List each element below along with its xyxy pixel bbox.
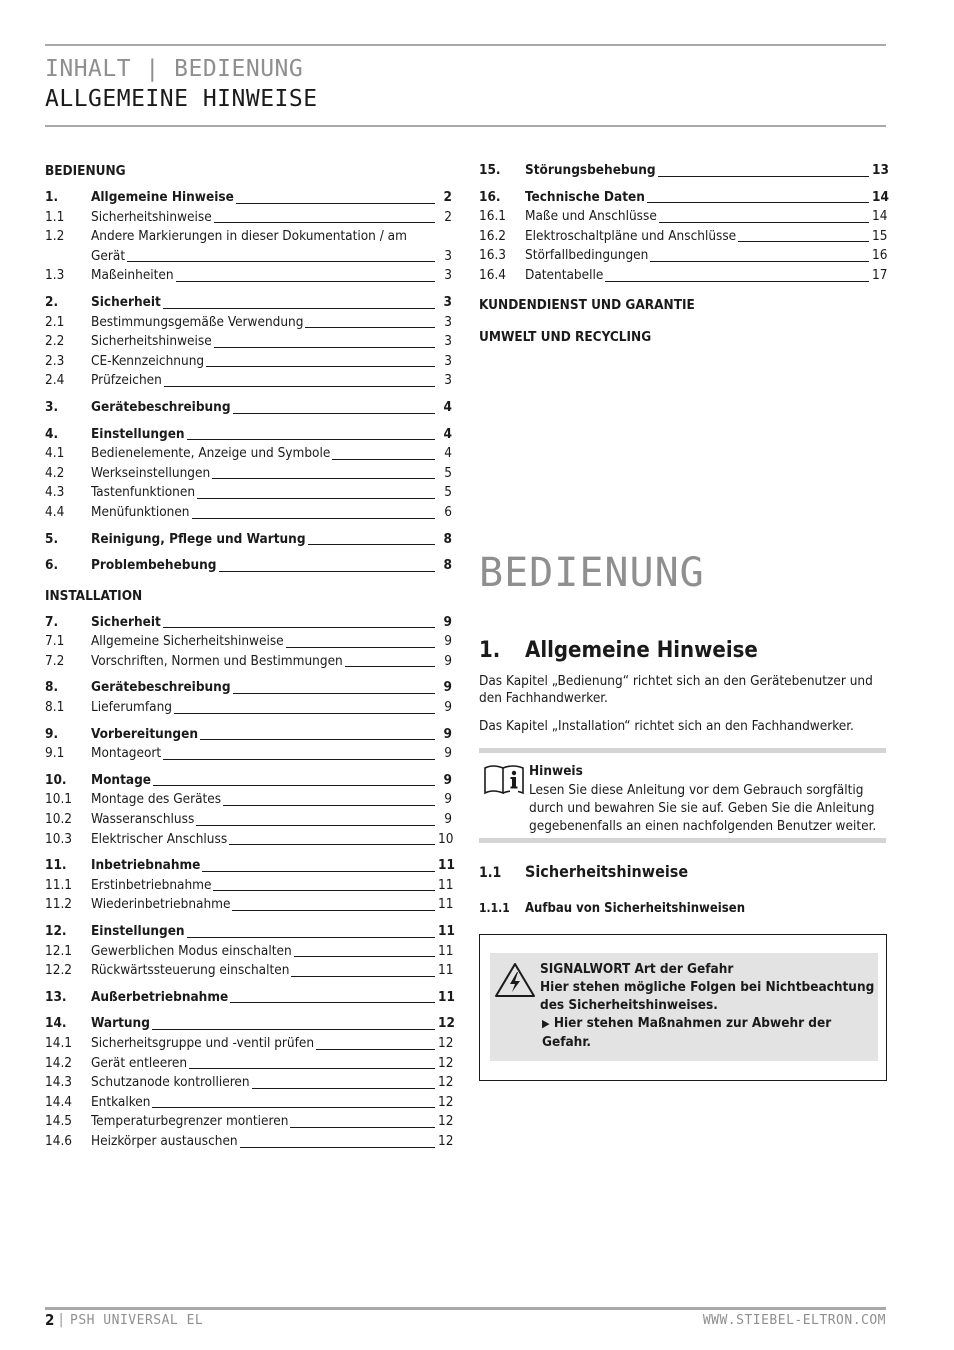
toc-entry[interactable]: 12.2 Rückwärtssteuerung einschalten 11 [45,962,454,979]
toc-entry[interactable]: 4.2 Werkseinstellungen 5 [45,464,452,481]
toc-entry[interactable]: 11. Inbetriebnahme 11 [45,857,455,874]
toc-entry[interactable]: 1. Allgemeine Hinweise 2 [45,189,452,205]
arrow-icon: ▶ [542,1017,550,1030]
toc-entry[interactable]: 2.4 Prüfzeichen 3 [45,372,452,389]
toc-entry[interactable]: 10. Montage 9 [45,771,452,788]
toc-entry[interactable]: 14.1 Sicherheitsgruppe und -ventil prüfen 12 [45,1034,454,1051]
toc-entry[interactable]: 2.2 Sicherheitshinweise 3 [45,333,452,350]
toc-entry[interactable]: 11.1 Erstinbetriebnahme 11 [45,876,454,893]
toc-entry[interactable]: 12. Einstellungen 11 [45,923,455,939]
toc-entry[interactable]: 14.5 Temperaturbegrenzer montieren 12 [45,1113,454,1130]
toc-entry[interactable]: 2. Sicherheit 3 [45,293,452,310]
footer-model: PSH UNIVERSAL EL [70,1313,204,1328]
toc-entry[interactable]: 11.2 Wiederinbetriebnahme 11 [45,896,454,913]
toc-entry[interactable]: 1.1 Sicherheitshinweise 2 [45,208,452,225]
header-rule-top [45,44,886,46]
toc-entry[interactable]: 7.1 Allgemeine Sicherheitshinweise 9 [45,633,452,650]
toc-section-heading: UMWELT UND RECYCLING [479,328,652,345]
toc-entry[interactable]: 4.4 Menüfunktionen 6 [45,503,452,520]
toc-entry[interactable]: 10.2 Wasseranschluss 9 [45,811,452,828]
toc-entry[interactable]: 2.3 CE-Kennzeichnung 3 [45,352,452,369]
toc-entry[interactable]: 14.2 Gerät entleeren 12 [45,1054,454,1071]
toc-entry[interactable]: 4.3 Tastenfunktionen 5 [45,484,452,501]
consequence-text: Hier stehen mögliche Folgen bei Nichtbeachtung des Sicherheitshinweises. [540,979,875,1013]
toc-entry[interactable]: 16.2 Elektroschaltpläne und Anschlüsse 15 [479,227,888,244]
toc-entry[interactable]: 5. Reinigung, Pflege und Wartung 8 [45,530,452,547]
toc-section-heading: BEDIENUNG [45,163,126,179]
toc-entry[interactable]: 9. Vorbereitungen 9 [45,725,452,742]
toc-entry[interactable]: 10.1 Montage des Gerätes 9 [45,791,452,808]
safety-notice-text [540,960,880,1051]
subsubsection-heading: 1.1.1 Aufbau von Sicherheitshinweisen [479,901,746,916]
toc-entry[interactable]: 14.4 Entkalken 12 [45,1093,454,1110]
header-breadcrumb: INHALT | BEDIENUNG [45,56,304,82]
measure-line [540,1014,880,1051]
toc-entry[interactable]: 3. Gerätebeschreibung 4 [45,398,452,415]
toc-entry[interactable]: 6. Problembehebung 8 [45,557,452,574]
toc-entry[interactable]: 15. Störungsbehebung 13 [479,162,889,178]
subsection-heading: 1.1 Sicherheitshinweise [479,862,689,881]
footer-url[interactable]: WWW.STIEBEL-ELTRON.COM [702,1313,886,1328]
note-box [479,748,886,843]
safety-notice-box [479,934,887,1081]
toc-entry[interactable]: 2.1 Bestimmungsgemäße Verwendung 3 [45,313,452,330]
toc-entry[interactable]: 8.1 Lieferumfang 9 [45,699,452,716]
toc-entry[interactable]: 16.1 Maße und Anschlüsse 14 [479,208,888,225]
toc-entry[interactable]: 4.1 Bedienelemente, Anzeige und Symbole 4 [45,445,452,462]
electric-hazard-icon [494,961,536,999]
header-rule-bottom [45,125,886,127]
toc-entry[interactable]: 16.3 Störfallbedingungen 16 [479,247,888,264]
page-number: 2 [45,1311,55,1329]
paragraph: Das Kapitel „Bedienung“ richtet sich an den Gerätebenutzer und den Fachhandwerker. [479,673,873,706]
toc-entry[interactable]: 16. Technische Daten 14 [479,188,889,205]
toc-section-heading: KUNDENDIENST UND GARANTIE [479,296,695,313]
toc-entry[interactable]: 4. Einstellungen 4 [45,425,452,442]
footer-separator: | [59,1312,64,1328]
toc-entry[interactable]: 1.2 Andere Markierungen in dieser Dokumentation / am Gerät 3 [45,228,452,264]
toc-entry[interactable]: 9.1 Montageort 9 [45,745,452,762]
toc-entry[interactable]: 13. Außerbetriebnahme 11 [45,988,455,1005]
chapter-title: BEDIENUNG [479,550,705,596]
toc-right-column [479,161,889,347]
section-heading: 1. Allgemeine Hinweise [479,638,758,663]
measure-text: Hier stehen Maßnahmen zur Abwehr der Gefahr. [542,1015,832,1050]
toc-entry[interactable]: 14.3 Schutzanode kontrollieren 12 [45,1074,454,1091]
manual-info-icon [483,763,525,797]
footer-rule [45,1307,886,1310]
signal-word: SIGNALWORT Art der Gefahr [540,961,734,977]
toc-entry[interactable]: 8. Gerätebeschreibung 9 [45,679,452,696]
safety-notice-inner [490,953,878,1061]
toc-entry[interactable]: 1.3 Maßeinheiten 3 [45,267,452,284]
paragraph: Das Kapitel „Installation“ richtet sich an den Fachhandwerker. [479,718,854,734]
toc-entry[interactable]: 7.2 Vorschriften, Normen und Bestimmungen 9 [45,652,452,669]
toc-entry[interactable]: 7. Sicherheit 9 [45,613,452,630]
toc-left-column [45,161,455,1152]
toc-entry[interactable]: 10.3 Elektrischer Anschluss 10 [45,830,454,847]
toc-entry[interactable]: 12.1 Gewerblichen Modus einschalten 11 [45,942,454,959]
toc-section-heading: INSTALLATION [45,587,143,604]
toc-entry[interactable]: 14. Wartung 12 [45,1015,455,1032]
toc-entry[interactable]: 16.4 Datentabelle 17 [479,266,888,283]
note-body: Lesen Sie diese Anleitung vor dem Gebrauch sorgfältig durch und bewahren Sie sie auf. Geben Sie die Anleitung gegebenenfalls an einen nachfolgenden Benutzer weiter. [529,782,877,834]
header-title: ALLGEMEINE HINWEISE [45,86,318,112]
toc-entry[interactable]: 14.6 Heizkörper austauschen 12 [45,1132,454,1149]
note-title: Hinweis [529,763,583,779]
